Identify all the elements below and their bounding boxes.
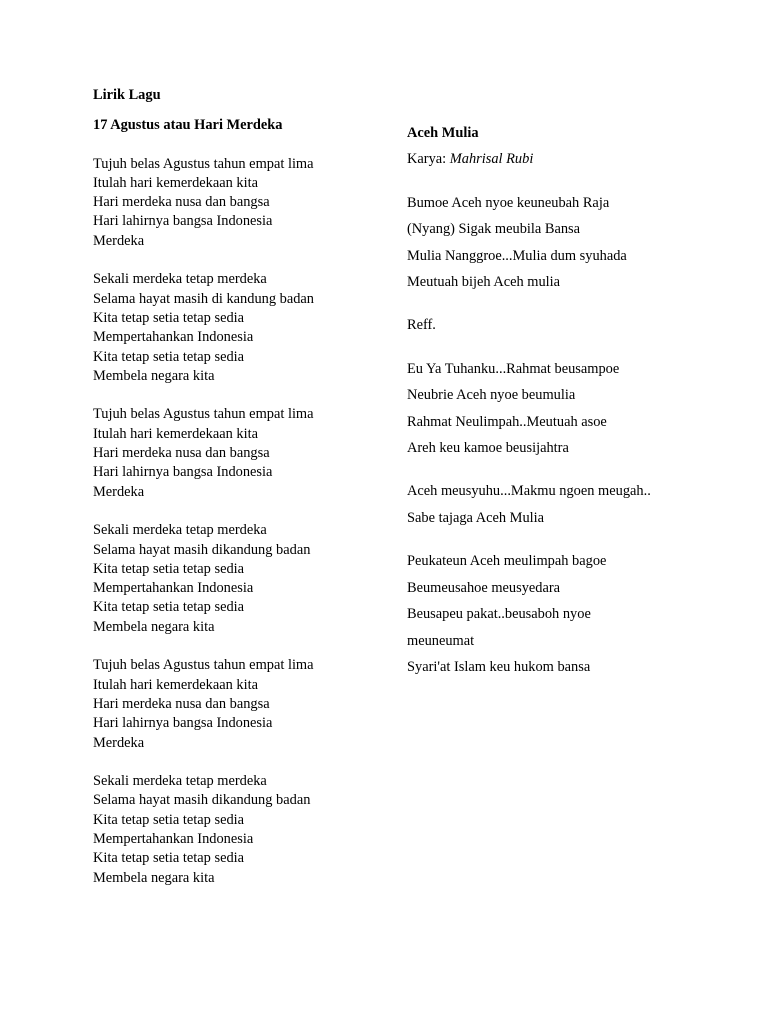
lyric-line: Selama hayat masih dikandung badan <box>93 792 311 809</box>
author-label: Karya: <box>407 151 450 168</box>
lyric-line: Hari merdeka nusa dan bangsa <box>93 194 270 211</box>
stanza <box>93 521 393 637</box>
lyric-line: Reff. <box>407 317 436 334</box>
lyric-line: Itulah hari kemerdekaan kita <box>93 174 259 191</box>
lyric-line: Kita tetap setia tetap sedia <box>93 560 245 577</box>
lyric-line: Bumoe Aceh nyoe keuneubah Raja <box>407 194 610 211</box>
lyric-line: Meutuah bijeh Aceh mulia <box>407 274 561 291</box>
song-title-aceh-mulia: Aceh Mulia <box>407 125 479 141</box>
lyric-line: Syari'at Islam keu hukom bansa <box>407 658 591 675</box>
right-lyrics <box>407 190 707 681</box>
stanza <box>407 190 707 296</box>
lyric-line: Hari merdeka nusa dan bangsa <box>93 445 270 462</box>
author-name: Mahrisal Rubi <box>449 151 534 168</box>
lyric-line: Hari lahirnya bangsa Indonesia <box>93 715 273 732</box>
lyric-line: Hari lahirnya bangsa Indonesia <box>93 464 273 481</box>
lyric-line: Mempertahankan Indonesia <box>93 329 254 346</box>
stanza <box>93 270 393 386</box>
stanza <box>407 356 707 462</box>
lyric-line: Kita tetap setia tetap sedia <box>93 599 245 616</box>
lyric-line: meuneumat <box>407 632 475 649</box>
lyric-line: Kita tetap setia tetap sedia <box>93 850 245 867</box>
lyric-line: Beumeusahoe meusyedara <box>407 579 561 596</box>
stanza <box>93 656 393 752</box>
lyric-line: Selama hayat masih dikandung badan <box>93 541 311 558</box>
lyric-line: Areh keu kamoe beusijahtra <box>407 440 569 457</box>
lyric-line: (Nyang) Sigak meubila Bansa <box>407 221 581 238</box>
lyric-line: Tujuh belas Agustus tahun empat lima <box>93 155 314 172</box>
lyric-line: Hari lahirnya bangsa Indonesia <box>93 213 273 230</box>
stanza <box>407 478 707 531</box>
lyric-line: Sekali merdeka tetap merdeka <box>93 271 267 288</box>
lyric-line: Beusapeu pakat..beusaboh nyoe <box>407 606 591 623</box>
document-title: Lirik Lagu <box>93 87 161 103</box>
song-author <box>407 146 707 172</box>
lyric-line: Peukateun Aceh meulimpah bagoe <box>407 553 607 570</box>
stanza <box>93 405 393 501</box>
lyric-line: Sabe tajaga Aceh Mulia <box>407 509 545 526</box>
lyric-line: Mempertahankan Indonesia <box>93 830 254 847</box>
lyric-line: Eu Ya Tuhanku...Rahmat beusampoe <box>407 360 620 377</box>
left-lyrics <box>93 155 393 888</box>
lyric-line: Neubrie Aceh nyoe beumulia <box>407 387 576 404</box>
lyric-line: Selama hayat masih di kandung badan <box>93 290 314 307</box>
lyric-line: Itulah hari kemerdekaan kita <box>93 676 259 693</box>
lyric-line: Mulia Nanggroe...Mulia dum syuhada <box>407 247 627 264</box>
lyric-line: Membela negara kita <box>93 618 215 635</box>
lyric-line: Rahmat Neulimpah..Meutuah asoe <box>407 413 607 430</box>
right-column <box>407 120 707 697</box>
stanza <box>407 548 707 680</box>
lyric-line: Kita tetap setia tetap sedia <box>93 811 245 828</box>
stanza <box>93 155 393 251</box>
lyric-line: Membela negara kita <box>93 869 215 886</box>
lyric-line: Sekali merdeka tetap merdeka <box>93 522 267 539</box>
lyric-line: Merdeka <box>93 483 145 500</box>
stanza <box>93 772 393 888</box>
lyric-line: Itulah hari kemerdekaan kita <box>93 425 259 442</box>
lyric-line: Sekali merdeka tetap merdeka <box>93 773 267 790</box>
lyric-line: Merdeka <box>93 734 145 751</box>
lyric-line: Kita tetap setia tetap sedia <box>93 348 245 365</box>
lyric-line: Membela negara kita <box>93 367 215 384</box>
lyric-line: Hari merdeka nusa dan bangsa <box>93 695 270 712</box>
song-title-hari-merdeka: 17 Agustus atau Hari Merdeka <box>93 117 283 134</box>
lyric-line: Tujuh belas Agustus tahun empat lima <box>93 657 314 674</box>
lyric-line: Aceh meusyuhu...Makmu ngoen meugah.. <box>407 483 651 500</box>
left-column <box>93 86 393 907</box>
lyric-line: Tujuh belas Agustus tahun empat lima <box>93 406 314 423</box>
stanza <box>407 312 707 338</box>
lyric-line: Kita tetap setia tetap sedia <box>93 309 245 326</box>
lyric-line: Merdeka <box>93 232 145 249</box>
lyric-line: Mempertahankan Indonesia <box>93 580 254 597</box>
